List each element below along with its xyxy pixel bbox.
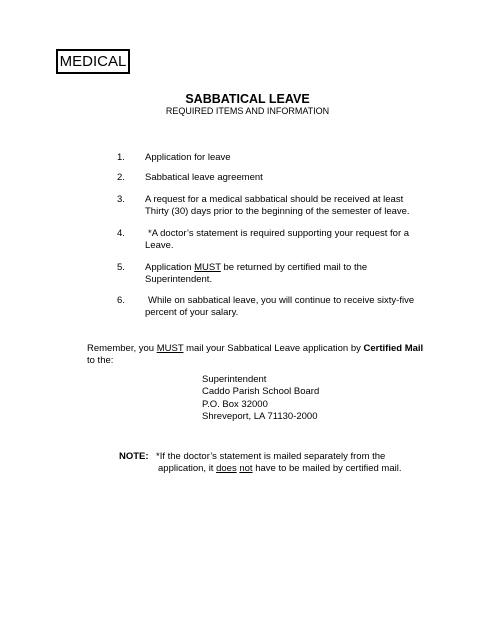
address-line: P.O. Box 32000 <box>202 398 268 410</box>
item-text-line <box>145 262 435 274</box>
reminder-text: mail your Sabbatical Leave application by <box>183 343 364 354</box>
emphasis-must: MUST <box>156 343 184 354</box>
item-number: 3. <box>117 194 125 205</box>
item-number: 4. <box>117 228 125 239</box>
reminder-line <box>87 343 427 355</box>
note-text <box>156 451 446 475</box>
address-line: Shreveport, LA 71130-2000 <box>202 410 318 422</box>
reminder-paragraph <box>87 343 427 367</box>
item-text <box>145 295 438 319</box>
note-text-part: have to be mailed by certified mail. <box>252 463 402 474</box>
category-tag: MEDICAL <box>56 49 130 74</box>
emphasis-certified-mail: Certified Mail <box>363 343 424 354</box>
note-text-part: application, it <box>158 463 217 474</box>
item-text-line: A request for a medical sabbatical should be received at least <box>145 194 404 205</box>
item-text-part: Application <box>145 262 195 273</box>
note-line <box>158 463 446 475</box>
item-number: 1. <box>117 152 125 163</box>
item-number: 2. <box>117 172 125 183</box>
item-number: 6. <box>117 295 125 306</box>
item-text-line: Leave. <box>145 240 174 251</box>
note-line: *If the doctor’s statement is mailed separately from the <box>156 451 386 462</box>
note-label: NOTE: <box>119 451 149 462</box>
emphasis-does: does <box>216 463 237 474</box>
emphasis-must: MUST <box>194 262 221 273</box>
reminder-text: Remember, you <box>87 343 157 354</box>
item-text-line: percent of your salary. <box>145 307 239 318</box>
mailing-address <box>202 374 319 423</box>
address-line: Caddo Parish School Board <box>202 386 320 398</box>
item-text <box>145 194 435 218</box>
item-text-part: be returned by certified mail to the <box>220 262 368 273</box>
item-text-line: *A doctor’s statement is required supporting your request for a <box>148 228 410 239</box>
page-subtitle: REQUIRED ITEMS AND INFORMATION <box>165 106 330 116</box>
page-title: SABBATICAL LEAVE <box>185 92 310 106</box>
item-text <box>145 228 438 252</box>
reminder-line: to the: <box>87 355 114 366</box>
item-text-line: While on sabbatical leave, you will continue to receive sixty-five <box>148 295 415 306</box>
item-text: Sabbatical leave agreement <box>145 172 263 183</box>
item-text: Application for leave <box>145 152 231 163</box>
item-number: 5. <box>117 262 125 273</box>
emphasis-not: not <box>239 463 253 474</box>
item-text-line: Superintendent. <box>145 274 213 285</box>
item-text-line: Thirty (30) days prior to the beginning of the semester of leave. <box>145 206 410 217</box>
address-line: Superintendent <box>202 374 267 385</box>
item-text <box>145 262 435 286</box>
